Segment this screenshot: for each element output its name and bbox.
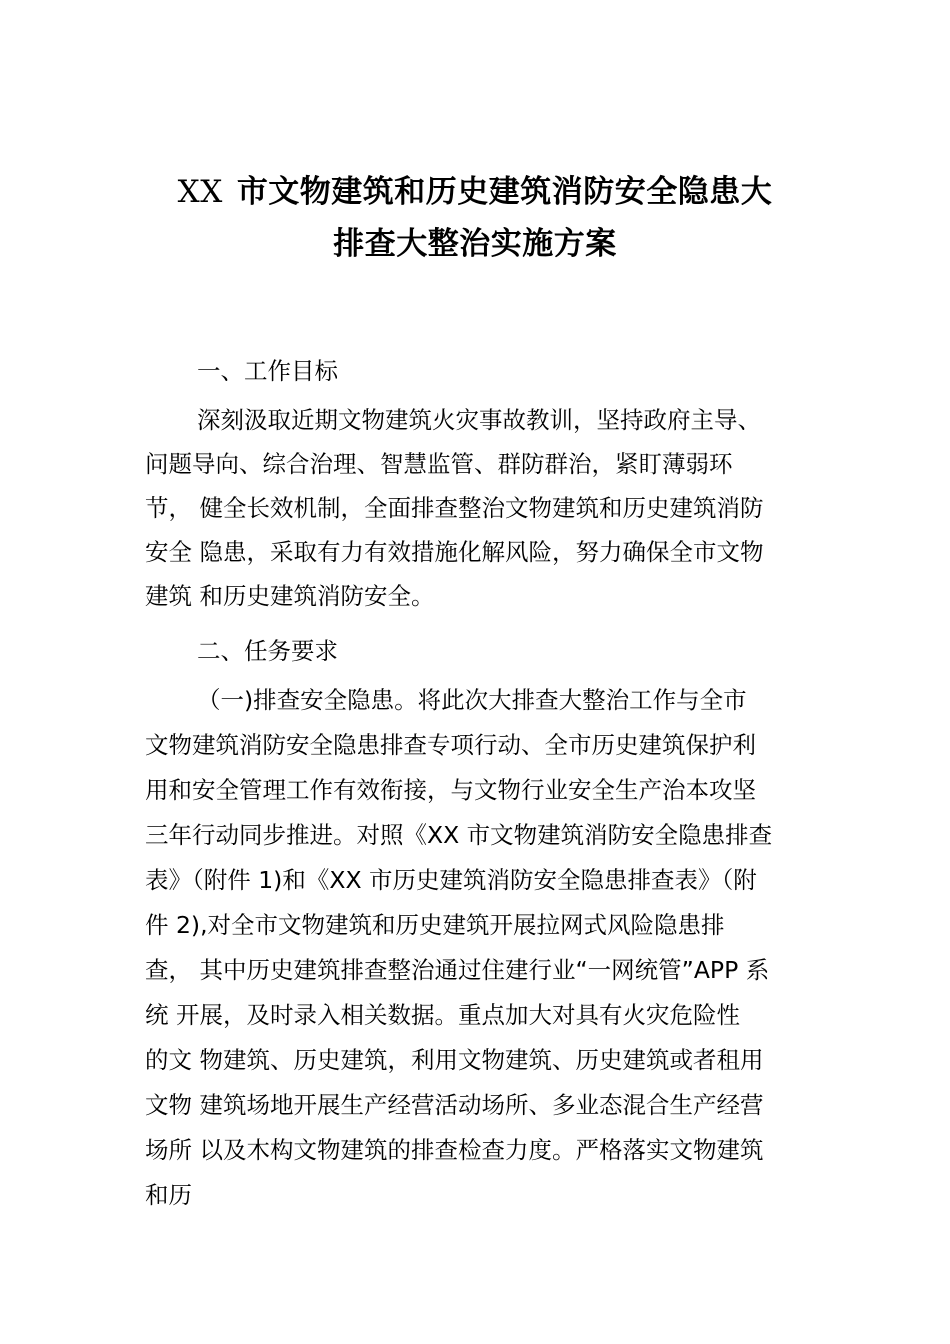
section-2-line-11: 场所 以及木构文物建筑的排查检查力度。严格落实文物建筑 xyxy=(145,1136,764,1164)
section-1-heading: 一、工作目标 xyxy=(197,357,338,385)
section-2-line-9: 的文 物建筑、历史建筑，利用文物建筑、历史建筑或者租用 xyxy=(145,1046,764,1074)
section-2-line-8: 统 开展，及时录入相关数据。重点加大对具有火灾危险性 xyxy=(145,1001,740,1029)
section-2-line-12: 和历 xyxy=(145,1181,192,1209)
title-city-placeholder: XX xyxy=(177,174,223,210)
document-title-line-1 xyxy=(0,172,950,212)
section-2-line-7: 查， 其中历史建筑排查整治通过住建行业“一网统管”APP 系 xyxy=(145,956,770,984)
section-2-line-2: 文物建筑消防安全隐患排查专项行动、全市历史建筑保护利 xyxy=(145,731,756,759)
section-1-line-1: 深刻汲取近期文物建筑火灾事故教训，坚持政府主导、 xyxy=(197,406,761,434)
document-title-line-2: 排查大整治实施方案 xyxy=(333,226,617,262)
section-2-heading: 二、任务要求 xyxy=(197,637,338,665)
section-1-line-4: 安全 隐患，采取有力有效措施化解风险，努力确保全市文物 xyxy=(145,538,764,566)
section-2-line-10: 文物 建筑场地开展生产经营活动场所、多业态混合生产经营 xyxy=(145,1091,764,1119)
section-2-line-4: 三年行动同步推进。对照《XX 市文物建筑消防安全隐患排查 xyxy=(145,821,773,849)
section-2-line-6: 件 2),对全市文物建筑和历史建筑开展拉网式风险隐患排 xyxy=(145,911,725,939)
title-line-1-text: 市文物建筑和历史建筑消防安全隐患大 xyxy=(236,174,773,210)
section-1-line-2: 问题导向、综合治理、智慧监管、群防群治，紧盯薄弱环 xyxy=(145,450,733,478)
section-1-line-3: 节， 健全长效机制，全面排查整治文物建筑和历史建筑消防 xyxy=(145,494,764,522)
section-2-line-1: （一)排查安全隐患。将此次大排查大整治工作与全市 xyxy=(197,686,747,714)
section-1-line-5: 建筑 和历史建筑消防安全。 xyxy=(145,582,435,610)
section-2-line-3: 用和安全管理工作有效衔接，与文物行业安全生产治本攻坚 xyxy=(145,776,756,804)
section-2-line-5: 表》（附件 1)和《XX 市历史建筑消防安全隐患排查表》（附 xyxy=(145,866,757,894)
